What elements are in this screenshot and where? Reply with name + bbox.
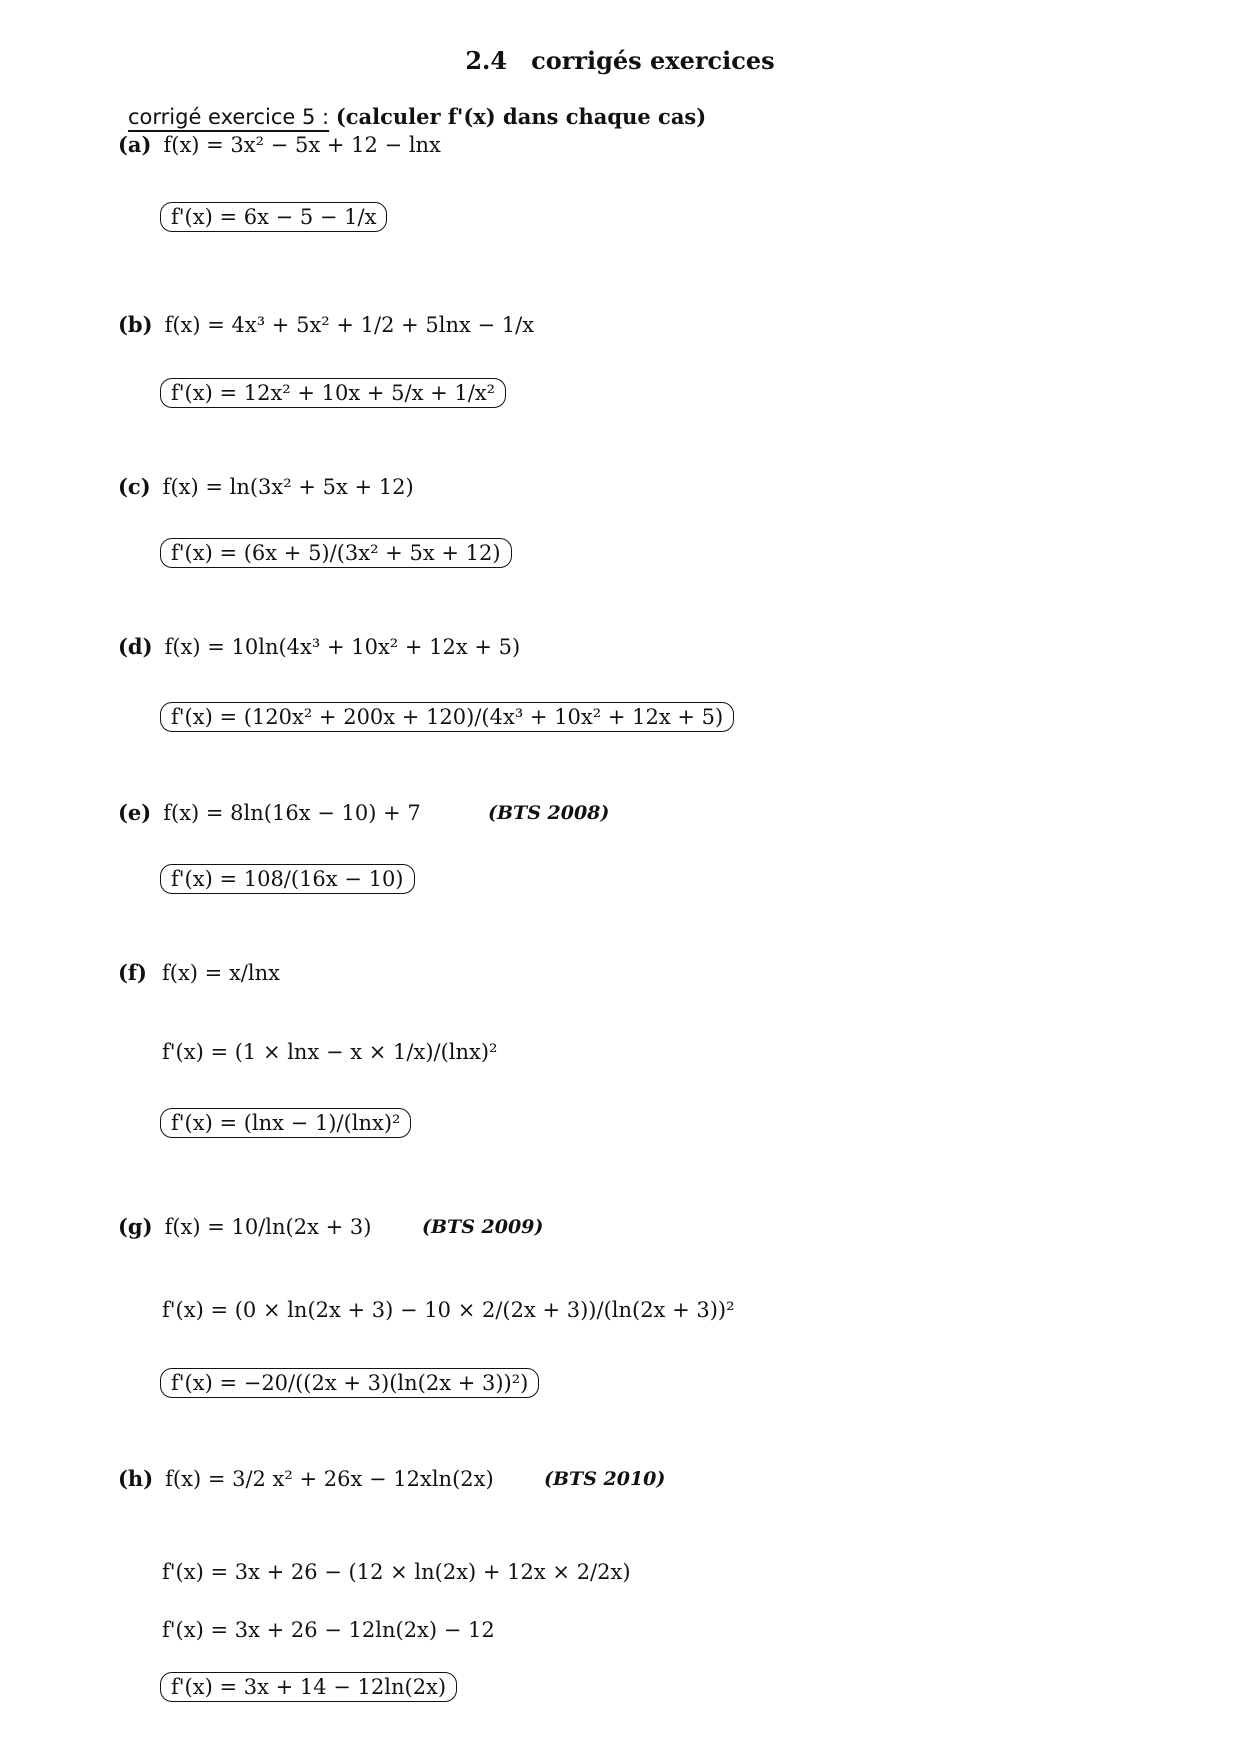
answer-expression: f'(x) = 3x + 14 − 12ln(2x) [171,1675,447,1699]
section-heading [0,46,1240,75]
item-g [118,1214,371,1239]
answer-box [160,1108,411,1138]
derivation-step [162,1618,495,1642]
step-expression: f'(x) = (0 × ln(2x + 3) − 10 × 2/(2x + 3))/(ln(2x + 3))² [162,1298,735,1322]
answer-box [160,864,415,894]
function-expression: f(x) = 10/ln(2x + 3) [164,1214,372,1239]
function-expression: f(x) = 10ln(4x³ + 10x² + 12x + 5) [164,634,521,659]
answer-expression: f'(x) = (6x + 5)/(3x² + 5x + 12) [171,541,501,565]
function-expression: f(x) = 4x³ + 5x² + 1/2 + 5lnx − 1/x [164,312,535,337]
derivation-step [162,1298,735,1322]
bts-reference: (BTS 2010) [544,1468,666,1490]
item-b [118,312,534,337]
item-letter: (a) [118,132,152,157]
answer-expression: f'(x) = (120x² + 200x + 120)/(4x³ + 10x² + 12x + 5) [171,705,724,729]
answer-box [160,202,387,232]
item-letter: (b) [118,312,153,337]
answer-box [160,378,506,408]
exercise-instruction: (calculer f'(x) dans chaque cas) [335,104,707,129]
answer-box [160,1368,539,1398]
answer-box [160,702,734,732]
item-h [118,1466,494,1491]
item-letter: (g) [118,1214,153,1239]
derivation-step [162,1040,497,1064]
item-letter: (d) [118,634,153,659]
function-expression: f(x) = 3x² − 5x + 12 − lnx [163,132,441,157]
answer-expression: f'(x) = (lnx − 1)/(lnx)² [171,1111,401,1135]
step-expression: f'(x) = 3x + 26 − (12 × ln(2x) + 12x × 2/2x) [162,1560,631,1584]
exercise-heading [128,104,706,129]
section-number: 2.4 [465,46,508,75]
item-d [118,634,520,659]
item-letter: (e) [118,800,152,825]
item-c [118,474,414,499]
section-title: corrigés exercices [531,46,775,75]
item-letter: (h) [118,1466,154,1491]
item-letter: (f) [118,960,147,985]
answer-expression: f'(x) = 12x² + 10x + 5/x + 1/x² [171,381,496,405]
bts-reference: (BTS 2009) [422,1216,544,1238]
answer-expression: f'(x) = 108/(16x − 10) [171,867,404,891]
step-expression: f'(x) = 3x + 26 − 12ln(2x) − 12 [162,1618,495,1642]
derivation-step [162,1560,631,1584]
bts-reference: (BTS 2008) [488,802,610,824]
item-a [118,132,441,157]
function-expression: f(x) = x/lnx [162,960,280,985]
item-f [118,960,280,985]
exercise-label: corrigé exercice 5 : [128,105,330,129]
answer-box [160,538,512,568]
function-expression: f(x) = 8ln(16x − 10) + 7 [163,800,421,825]
answer-expression: f'(x) = 6x − 5 − 1/x [171,205,377,229]
item-letter: (c) [118,474,151,499]
item-e [118,800,421,825]
answer-expression: f'(x) = −20/((2x + 3)(ln(2x + 3))²) [171,1371,529,1395]
step-expression: f'(x) = (1 × lnx − x × 1/x)/(lnx)² [162,1040,498,1064]
function-expression: f(x) = ln(3x² + 5x + 12) [162,474,414,499]
function-expression: f(x) = 3/2 x² + 26x − 12xln(2x) [165,1466,494,1491]
answer-box [160,1672,457,1702]
